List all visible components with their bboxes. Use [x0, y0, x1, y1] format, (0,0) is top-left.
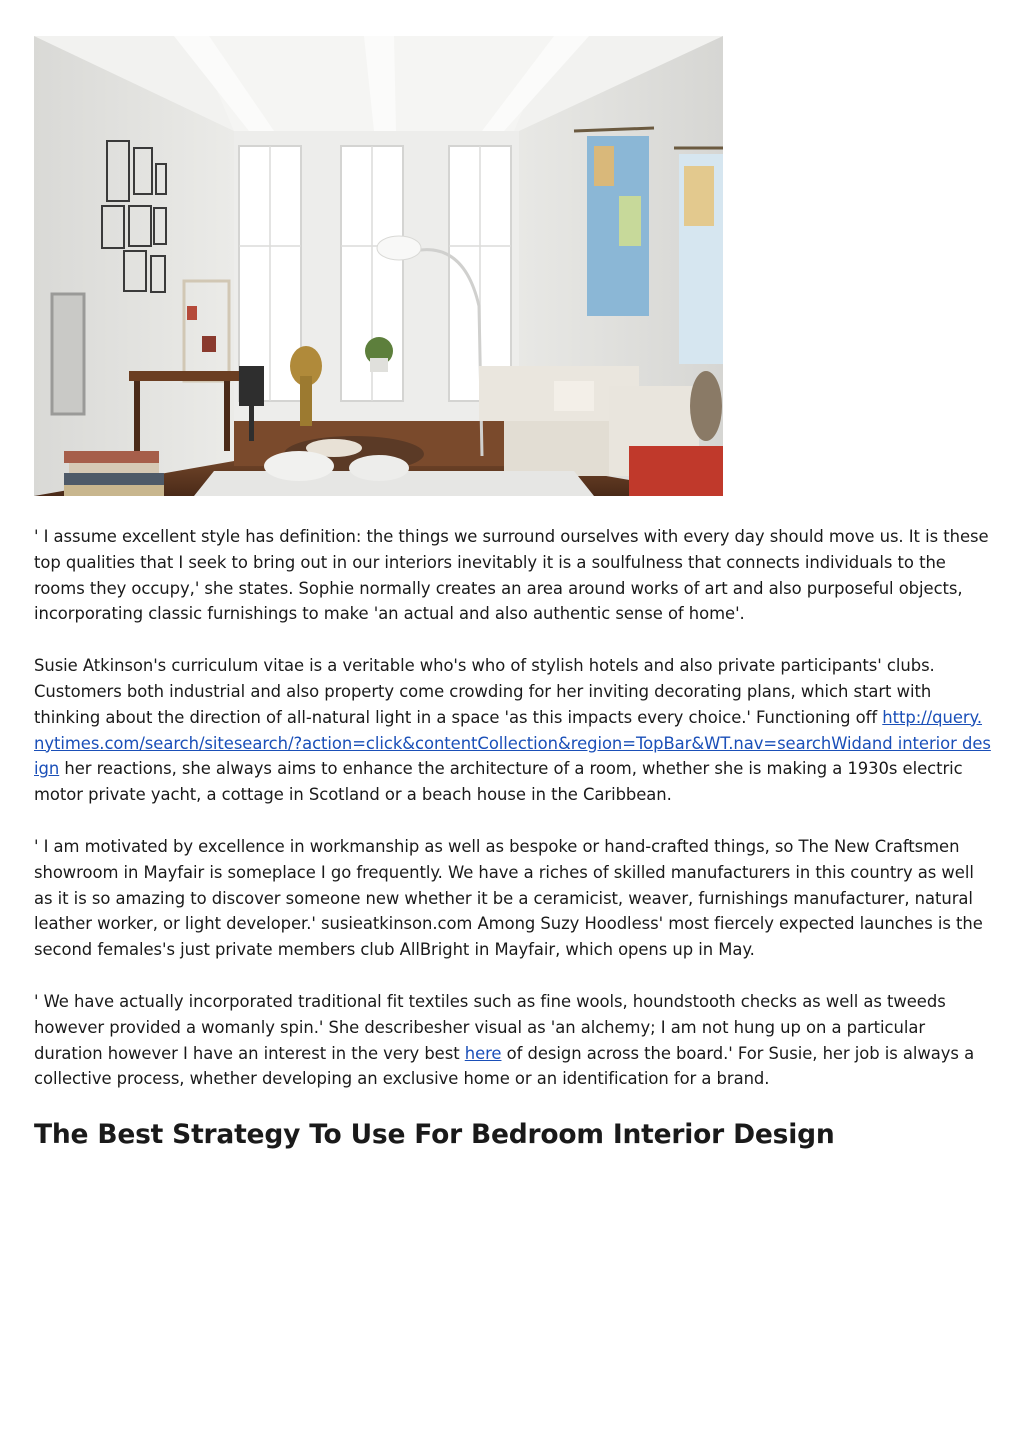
- paragraph-2-text-before: Susie Atkinson's curriculum vitae is a veritable who's who of stylish hotels and also private participants' clubs. Customers both industrial and also property come crowding for her inviting decorating plans, which start with thinking about the direction of all-natural light in a space 'as this impacts every choice.' Functioning off: [34, 656, 935, 727]
- paragraph-1: ' I assume excellent style has definition: the things we surround ourselves with every day should move us. It is these top qualities that I seek to bring out in our interiors inevitably it is a soulfulness that connects individuals to the rooms they occupy,' she states. Sophie normally creates an area around works of art and also purposeful objects, incorporating classic furnishings to make 'an actual and also authentic sense of home'.: [34, 527, 989, 624]
- paragraph-4-text-after: of design across the board.' For Susie, her job is always a collective process, whether developing an exclusive home or an identification for a brand.: [34, 1043, 975, 1089]
- paragraph-2: [34, 653, 992, 808]
- here-link[interactable]: here: [464, 1043, 502, 1063]
- paragraph-4: [34, 989, 992, 1092]
- paragraph-2-text-after: her reactions, she always aims to enhance the architecture of a room, whether she is making a 1930s electric motor private yacht, a cottage in Scotland or a beach house in the Caribbean.: [34, 759, 963, 805]
- section-heading: The Best Strategy To Use For Bedroom Interior Design: [34, 1119, 835, 1151]
- nytimes-search-link[interactable]: http://query.nytimes.com/search/sitesearch/?action=click&contentCollection&region=TopBar&WT.nav=searchWidand interior design: [34, 707, 991, 779]
- paragraph-4-text-before: ' We have actually incorporated traditional fit textiles such as fine wools, houndstooth checks as well as tweeds however provided a womanly spin.' She describesher visual as 'an alchemy; I am not hung up on a particular duration however I have an interest in the very best: [34, 991, 946, 1063]
- hero-image: [34, 36, 723, 496]
- document-page: [34, 36, 992, 1152]
- living-room-photo-icon: [34, 36, 723, 496]
- paragraph-3: ' I am motivated by excellence in workmanship as well as bespoke or hand-crafted things, so The New Craftsmen showroom in Mayfair is someplace I go frequently. We have a riches of skilled manufacturers in this country as well as it is so amazing to discover someone new whether it be a ceramicist, weaver, furnishings manufacturer, natural leather worker, or light developer.' susieatkinson.com Among Suzy Hoodless' most fiercely expected launches is the second females's just private members club AllBright in Mayfair, which opens up in May.: [34, 836, 983, 960]
- article-body: [34, 524, 992, 1152]
